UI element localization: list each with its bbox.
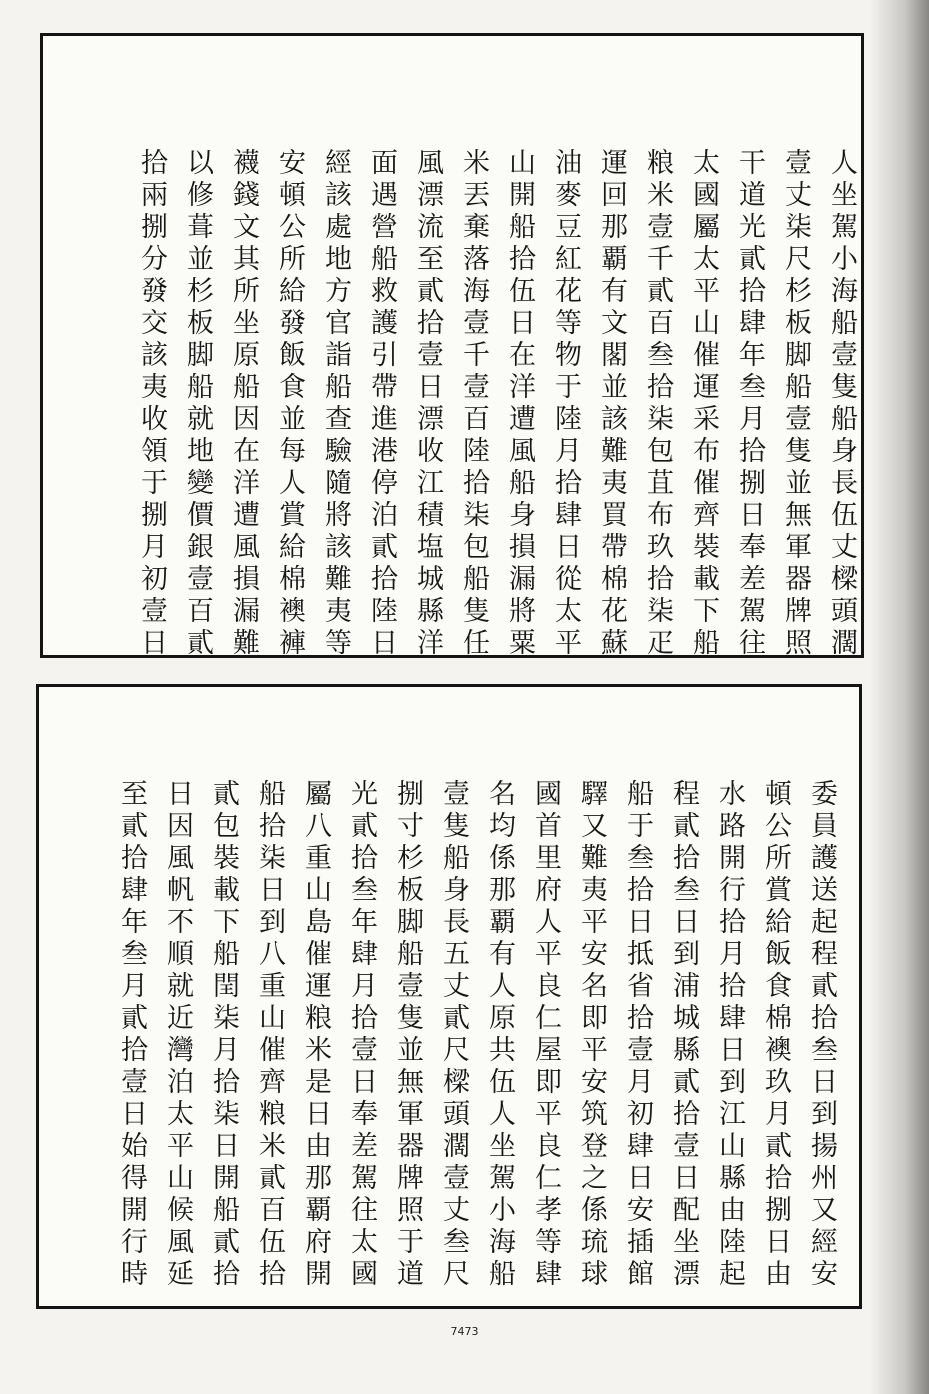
text-column: 程貳拾叁日到浦城縣貳拾壹日配坐漂 [668,779,699,1291]
text-column: 山開船拾伍日在洋遭風船身損漏將粟 [504,148,535,660]
text-column: 襪錢文其所坐原船因在洋遭風損漏難 [228,148,259,660]
text-column: 貳包裝載下船閏柒月拾柒日開船貳拾 [208,779,239,1291]
text-column: 安頓公所給發飯食並每人賞給棉襖褲 [274,148,305,660]
text-column: 油麥豆紅花等物于陸月拾肆日從太平 [550,148,581,660]
text-column: 米丟棄落海壹千壹百陸拾柒包船隻任 [458,148,489,660]
text-column: 壹隻船身長五丈貳尺樑頭濶壹丈叁尺 [438,779,469,1291]
text-column: 拾兩捌分發交該夷收領于捌月初壹日 [136,148,167,660]
text-column: 國首里府人平良仁屋即平良仁孝等肆 [530,779,561,1291]
text-column: 頓公所賞給飯食棉襖玖月貳拾捌日由 [760,779,791,1291]
upper-text-panel [40,33,864,658]
text-column: 經該處地方官詣船查驗隨將該難夷等 [320,148,351,660]
text-column: 委員護送起程貳拾叁日到揚州又經安 [806,779,837,1291]
text-column: 驛又難夷平安名即平安筑登之係琉球 [576,779,607,1291]
page-number: 7473 [450,1325,479,1338]
text-column: 面遇營船救護引帶進港停泊貳拾陸日 [366,148,397,660]
text-column: 水路開行拾月拾肆日到江山縣由陸起 [714,779,745,1291]
text-column: 名均係那覇有人原共伍人坐駕小海船 [484,779,515,1291]
text-column: 捌寸杉板脚船壹隻並無軍器牌照于道 [392,779,423,1291]
text-column: 船于叁拾日抵省拾壹月初肆日安插館 [622,779,653,1291]
text-column: 太國屬太平山催運采布催齊裝載下船 [688,148,719,660]
text-column: 日因風帆不順就近灣泊太平山候風延 [162,779,193,1291]
text-column: 以修葺並杉板脚船就地變價銀壹百貳 [182,148,213,660]
text-column: 屬八重山島催運粮米是日由那覇府開 [300,779,331,1291]
text-column: 人坐駕小海船壹隻船身長伍丈樑頭濶 [826,148,857,660]
page-edge-shadow [869,0,929,1394]
lower-text-panel [36,684,862,1309]
text-column: 干道光貳拾肆年叁月拾捌日奉差駕往 [734,148,765,660]
text-column: 風漂流至貳拾壹日漂收江積塩城縣洋 [412,148,443,660]
text-column: 光貳拾叁年肆月拾壹日奉差駕往太國 [346,779,377,1291]
text-column: 至貳拾肆年叁月貳拾壹日始得開行時 [116,779,147,1291]
text-column: 粮米壹千貳百叁拾柒包苴布玖拾柒疋 [642,148,673,660]
text-column: 運回那覇有文閣並該難夷買帶棉花蘇 [596,148,627,660]
text-column: 壹丈柒尺杉板脚船壹隻並無軍器牌照 [780,148,811,660]
text-column: 船拾柒日到八重山催齊粮米貳百伍拾 [254,779,285,1291]
